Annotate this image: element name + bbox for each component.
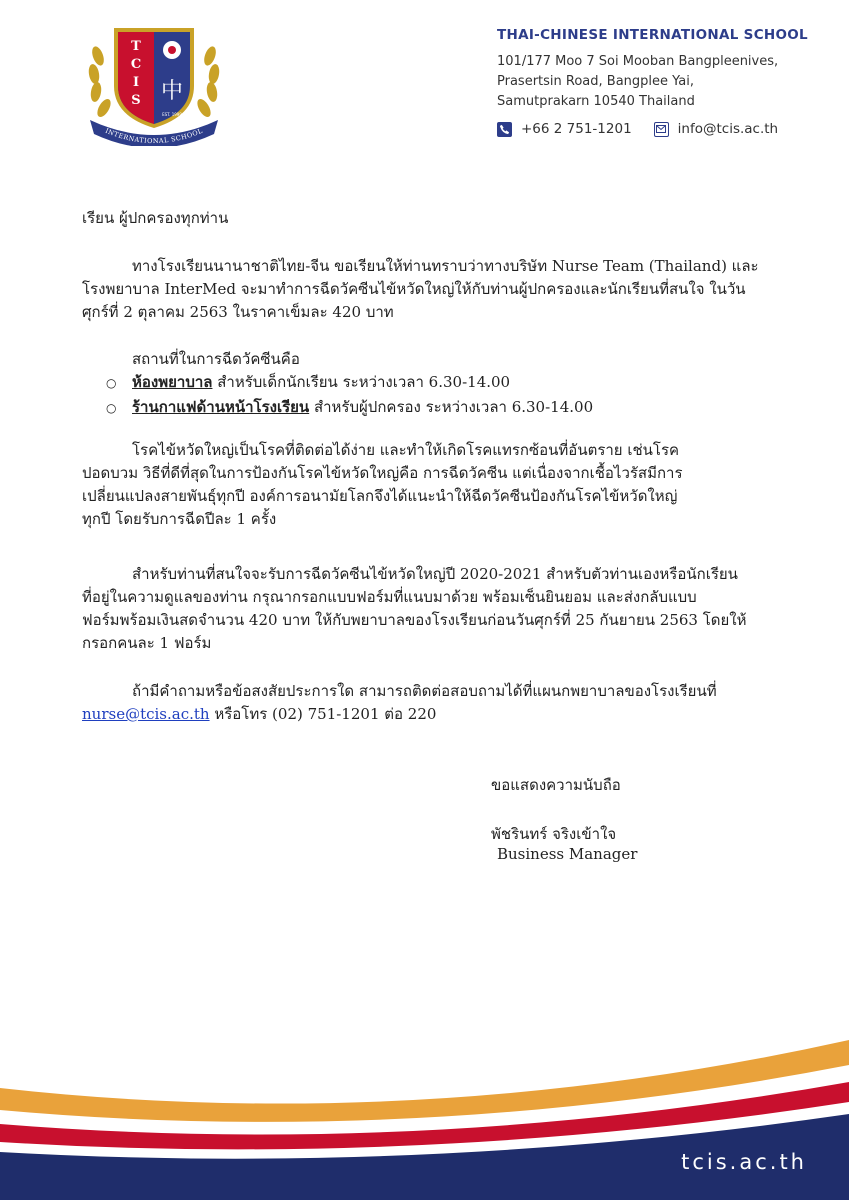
circle-bullet-icon: ○ [106, 376, 117, 390]
school-address [497, 52, 827, 112]
email-address[interactable]: info@tcis.ac.th [677, 121, 779, 137]
closing: ขอแสดงความนับถือ [491, 776, 621, 794]
svg-text:C: C [130, 57, 142, 72]
paragraph-flu-info: โรคไข้หวัดใหญ่เป็นโรคที่ติดต่อได้ง่าย และทำให้เกิดโรคแทรกซ้อนที่อันตราย เช่นโรค ปอดบวม วิธีที่ดีที่สุดในการป้องกันโรคไข้หวัดใหญ่คือ การฉีดวัคซีน แต่เนื่องจากเชื้อไวรัสมีการ เปลี่ยนแปลงสายพันธุ์ทุกปี องค์การอนามัยโลกจึงได้แนะนำให้ฉีดวัคซีนป้องกันโรคไข้หวัดใหญ่ ทุกปี โดยรับการฉีดปีละ 1 ครั้ง [82, 441, 683, 528]
school-info [497, 27, 827, 137]
footer-website[interactable]: tcis.ac.th [681, 1150, 807, 1174]
signer-title: Business Manager [497, 845, 638, 863]
nurse-email-link[interactable]: nurse@tcis.ac.th [82, 705, 210, 723]
phone-icon [497, 122, 512, 137]
venue-place: ร้านกาแฟด้านหน้าโรงเรียน [132, 398, 310, 416]
list-item: ○ ร้านกาแฟด้านหน้าโรงเรียน สำหรับผู้ปกครอง ระหว่างเวลา 6.30-14.00 [106, 395, 593, 420]
contact-row [497, 121, 827, 137]
chinese-character: 中 [160, 79, 184, 104]
svg-text:INTERNATIONAL SCHOOL: INTERNATIONAL SCHOOL [104, 126, 204, 146]
school-crest-logo [84, 16, 224, 146]
svg-text:S: S [131, 93, 141, 108]
svg-text:T: T [131, 39, 141, 54]
paragraph-registration: สำหรับท่านที่สนใจจะรับการฉีดวัคซีนไข้หวัดใหญ่ปี 2020-2021 สำหรับตัวท่านเองหรือนักเรียน ที่อยู่ในความดูแลของท่าน กรุณากรอกแบบฟอร์มที่แนบมาด้วย พร้อมเซ็นยินยอม และส่งกลับแบบ ฟอร์มพร้อมเงินสดจำนวน 420 บาท ให้กับพยาบาลของโรงเรียนก่อนวันศุกร์ที่ 25 กันยายน 2563 โดยให้ กรอกคนละ 1 ฟอร์ม [82, 565, 747, 652]
mail-icon [654, 122, 669, 137]
venue-place: ห้องพยาบาล [132, 373, 213, 391]
address-line: Samutprakarn 10540 Thailand [497, 94, 695, 109]
greeting: เรียน ผู้ปกครองทุกท่าน [82, 209, 229, 227]
svg-text:EST. 1999: EST. 1999 [162, 112, 182, 117]
school-name: THAI-CHINESE INTERNATIONAL SCHOOL [497, 27, 808, 43]
footer-wave [0, 1040, 849, 1200]
svg-text:I: I [132, 75, 140, 90]
address-line: 101/177 Moo 7 Soi Mooban Bangpleenives, [497, 54, 779, 69]
phone-number[interactable]: +66 2 751-1201 [521, 121, 632, 137]
paragraph-contact: ถ้ามีคำถามหรือข้อสงสัยประการใด สามารถติดต่อสอบถามได้ที่แผนกพยาบาลของโรงเรียนที่ nurse@tcis.ac.th หรือโทร (02) 751-1201 ต่อ 220 [82, 682, 717, 723]
address-line: Prasertsin Road, Bangplee Yai, [497, 74, 695, 89]
venue-list [106, 370, 593, 420]
venue-title: สถานที่ในการฉีดวัคซีนคือ [132, 350, 300, 368]
list-item: ○ ห้องพยาบาล สำหรับเด็กนักเรียน ระหว่างเวลา 6.30-14.00 [106, 370, 593, 395]
signer-name: พัชรินทร์ จริงเข้าใจ [491, 825, 617, 843]
paragraph-intro: ทางโรงเรียนนานาชาติไทย-จีน ขอเรียนให้ท่านทราบว่าทางบริษัท Nurse Team (Thailand) และ โรงพยาบาล InterMed จะมาทำการฉีดวัคซีนไข้หวัดใหญ่ให้กับท่านผู้ปกครองและนักเรียนที่สนใจ ในวัน ศุกร์ที่ 2 ตุลาคม 2563 ในราคาเข็มละ 420 บาท [82, 257, 759, 321]
circle-bullet-icon: ○ [106, 401, 117, 415]
